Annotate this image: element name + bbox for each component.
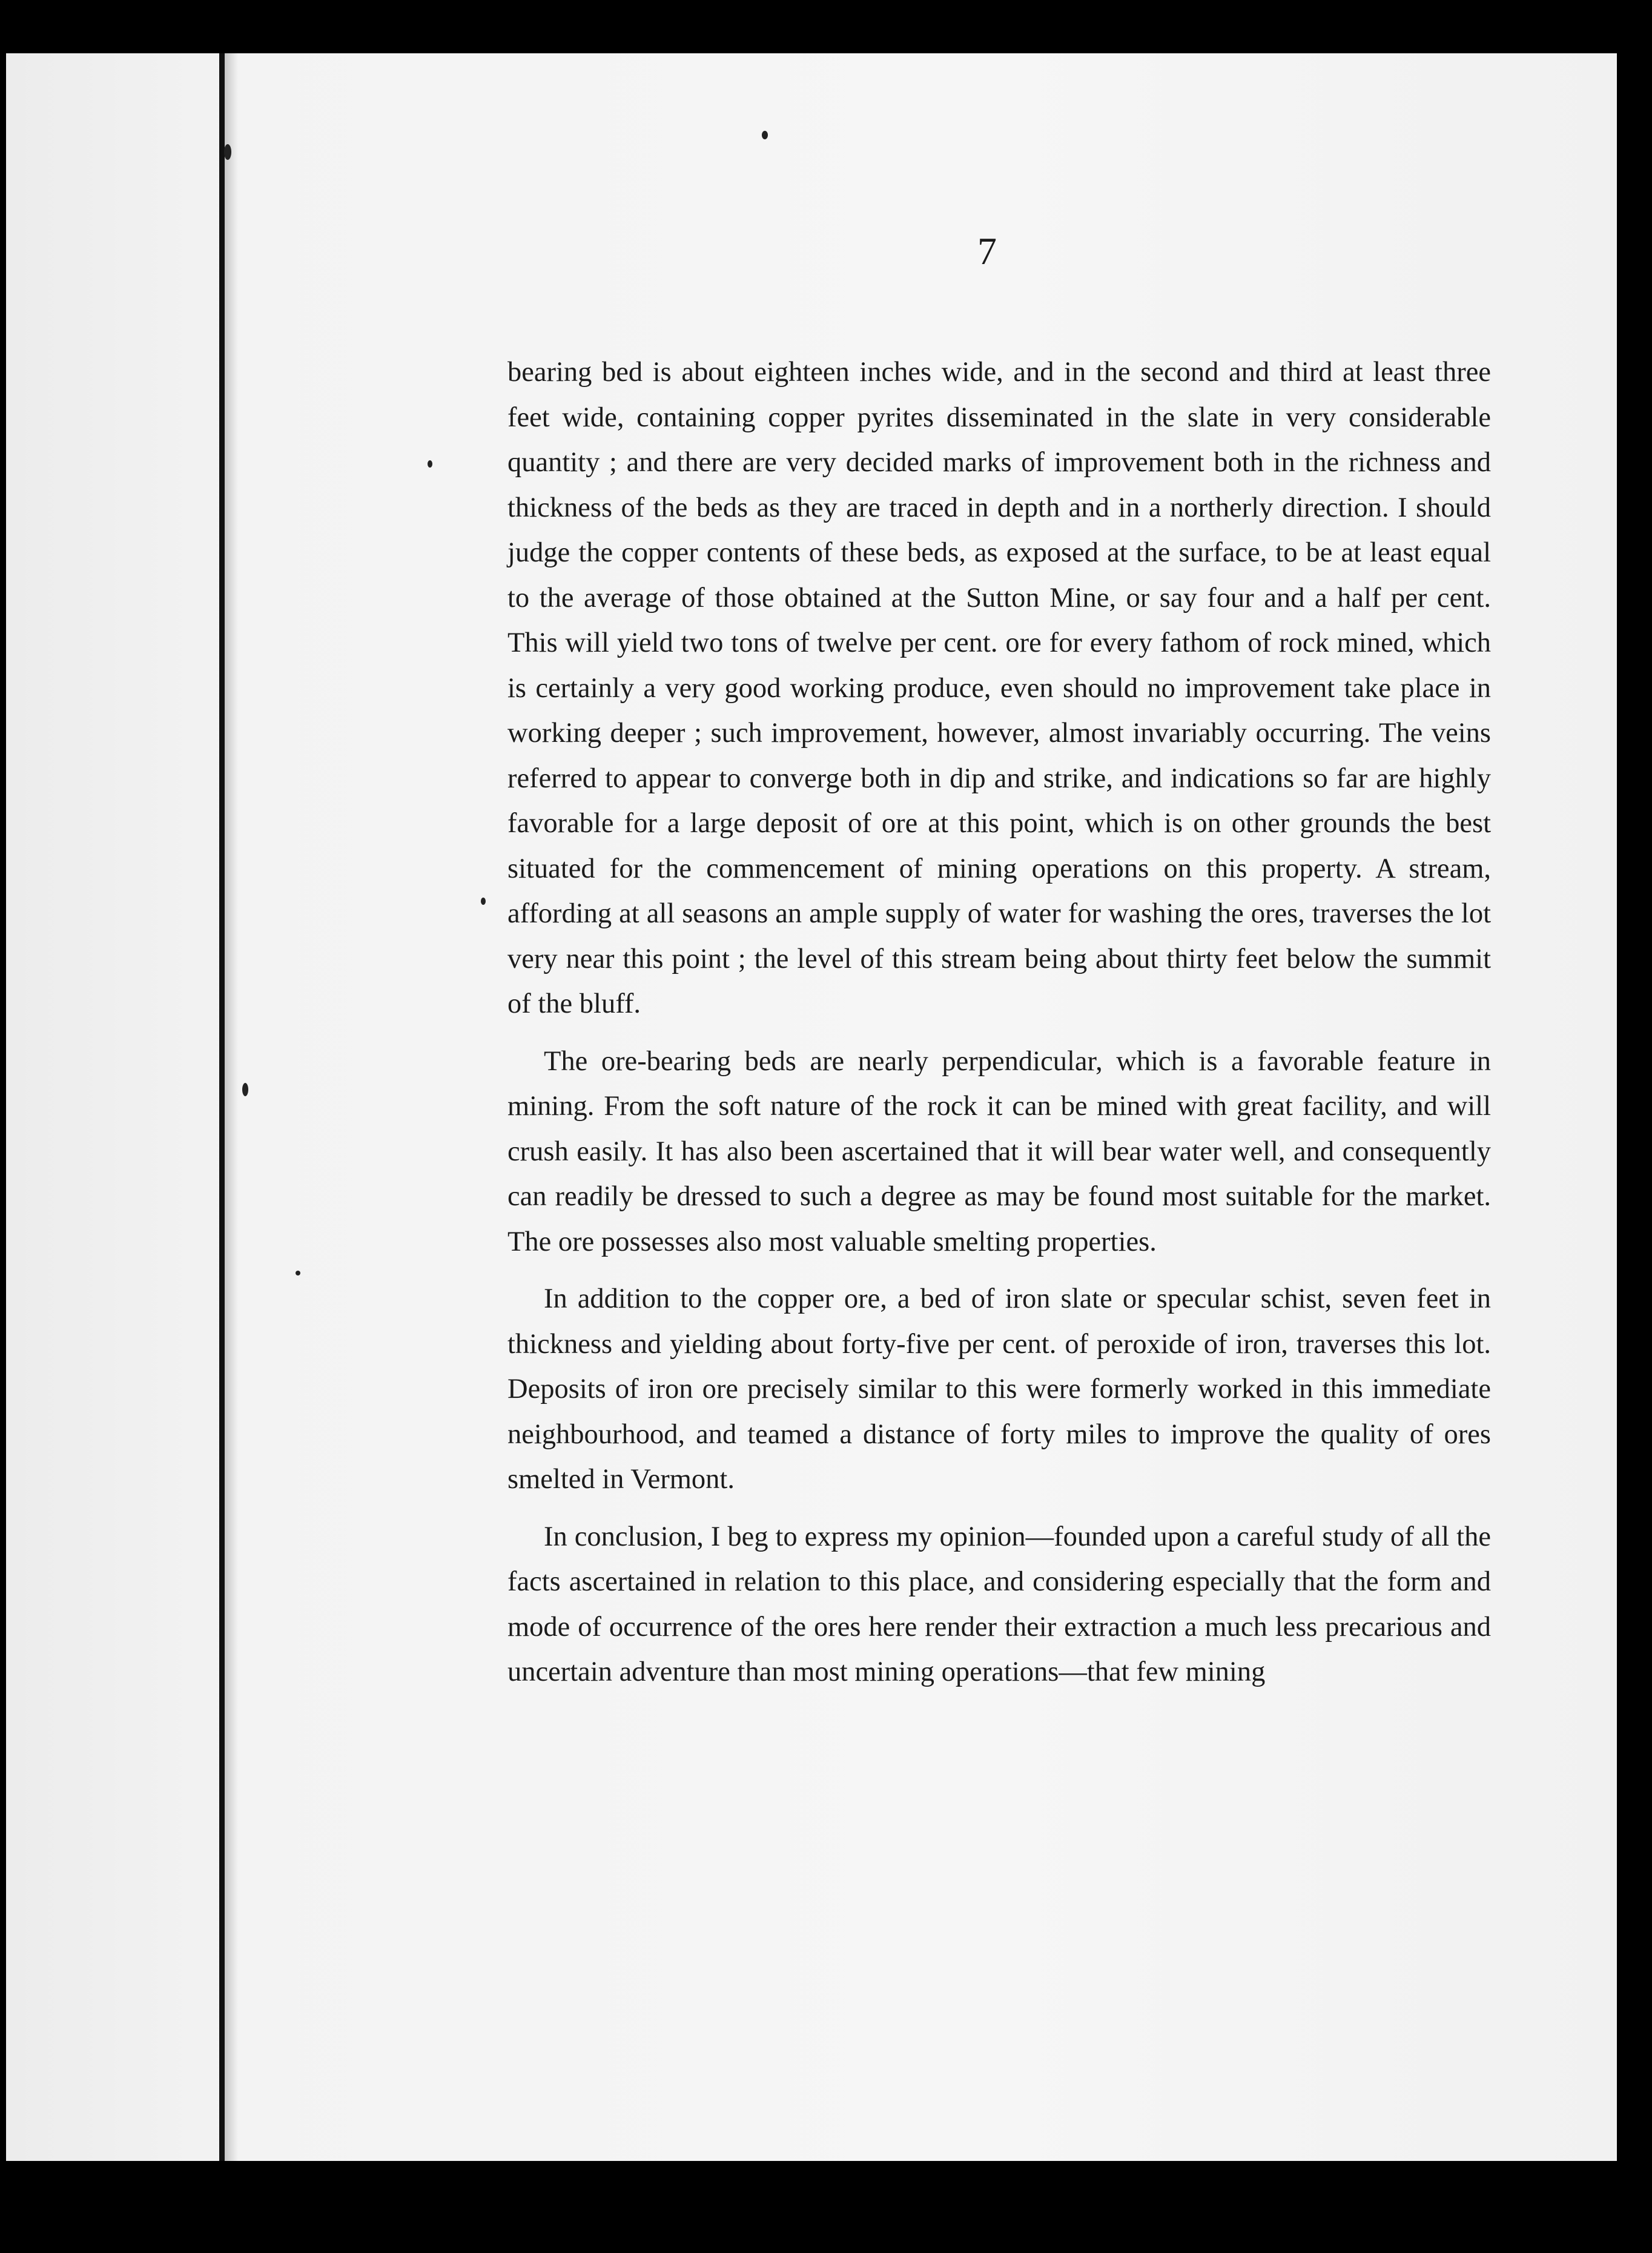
scan-border-top [0,0,1652,53]
ink-speck [224,144,231,160]
ink-speck [296,1271,300,1275]
paragraph: In addition to the copper ore, a bed of iron slate or specular schist, seven feet in thickness and yielding about forty-five per cent. of peroxide of iron, traverses this lot. Deposits of iron ore precisely similar to this were formerly worked in this immediate neighbourhood, and teamed a distance of forty miles to improve the quality of ores smelted in Vermont. [507,1283,1491,1495]
scan-border-left [0,0,6,2253]
ink-speck [428,460,432,468]
scan-border-bottom [0,2161,1652,2253]
ink-speck [762,131,768,139]
paragraph: The ore-bearing beds are nearly perpendicular, which is a favorable feature in mining. From the soft nature of the rock it can be mined with great facility, and will crush easily. It has also been ascertained that it will bear water well, and consequently can readily be dressed to such a degree as may be found most suitable for the market. The ore possesses also most valuable smelting properties. [507,1045,1491,1257]
binding-gutter-line [219,53,225,2161]
page-number: 7 [977,230,997,273]
ink-speck [481,898,486,905]
ink-speck [242,1083,248,1096]
paragraph: In conclusion, I beg to express my opinion—founded upon a careful study of all the facts ascertained in relation to this place, and considering especially that the form and mode of occurrence of the ores here render their extraction a much less precarious and uncertain adventure than most mining operations—that few mining [507,1521,1491,1687]
binding-gutter-shadow [225,53,238,2161]
body-text [507,350,1491,1695]
document-page [6,53,1617,2161]
scan-border-right [1617,0,1652,2253]
paragraph-continuation: bearing bed is about eighteen inches wide, and in the second and third at least three feet wide, containing copper pyrites disseminated in the slate in very considerable quantity ; and there are very decided marks of improvement both in the richness and thickness of the beds as they are traced in depth and in a northerly direction. I should judge the copper contents of these beds, as exposed at the surface, to be at least equal to the average of those obtained at the Sutton Mine, or say four and a half per cent. This will yield two tons of twelve per cent. ore for every fathom of rock mined, which is certainly a very good working produce, even should no improvement take place in working deeper ; such improvement, however, almost invariably occurring. The veins referred to appear to converge both in dip and strike, and indications so far are highly favorable for a large deposit of ore at this point, which is on other grounds the best situated for the commencement of mining operations on this property. A stream, affording at all seasons an ample supply of water for washing the ores, traverses the lot very near this point ; the level of this stream being about thirty feet below the summit of the bluff. [507,357,1491,1019]
